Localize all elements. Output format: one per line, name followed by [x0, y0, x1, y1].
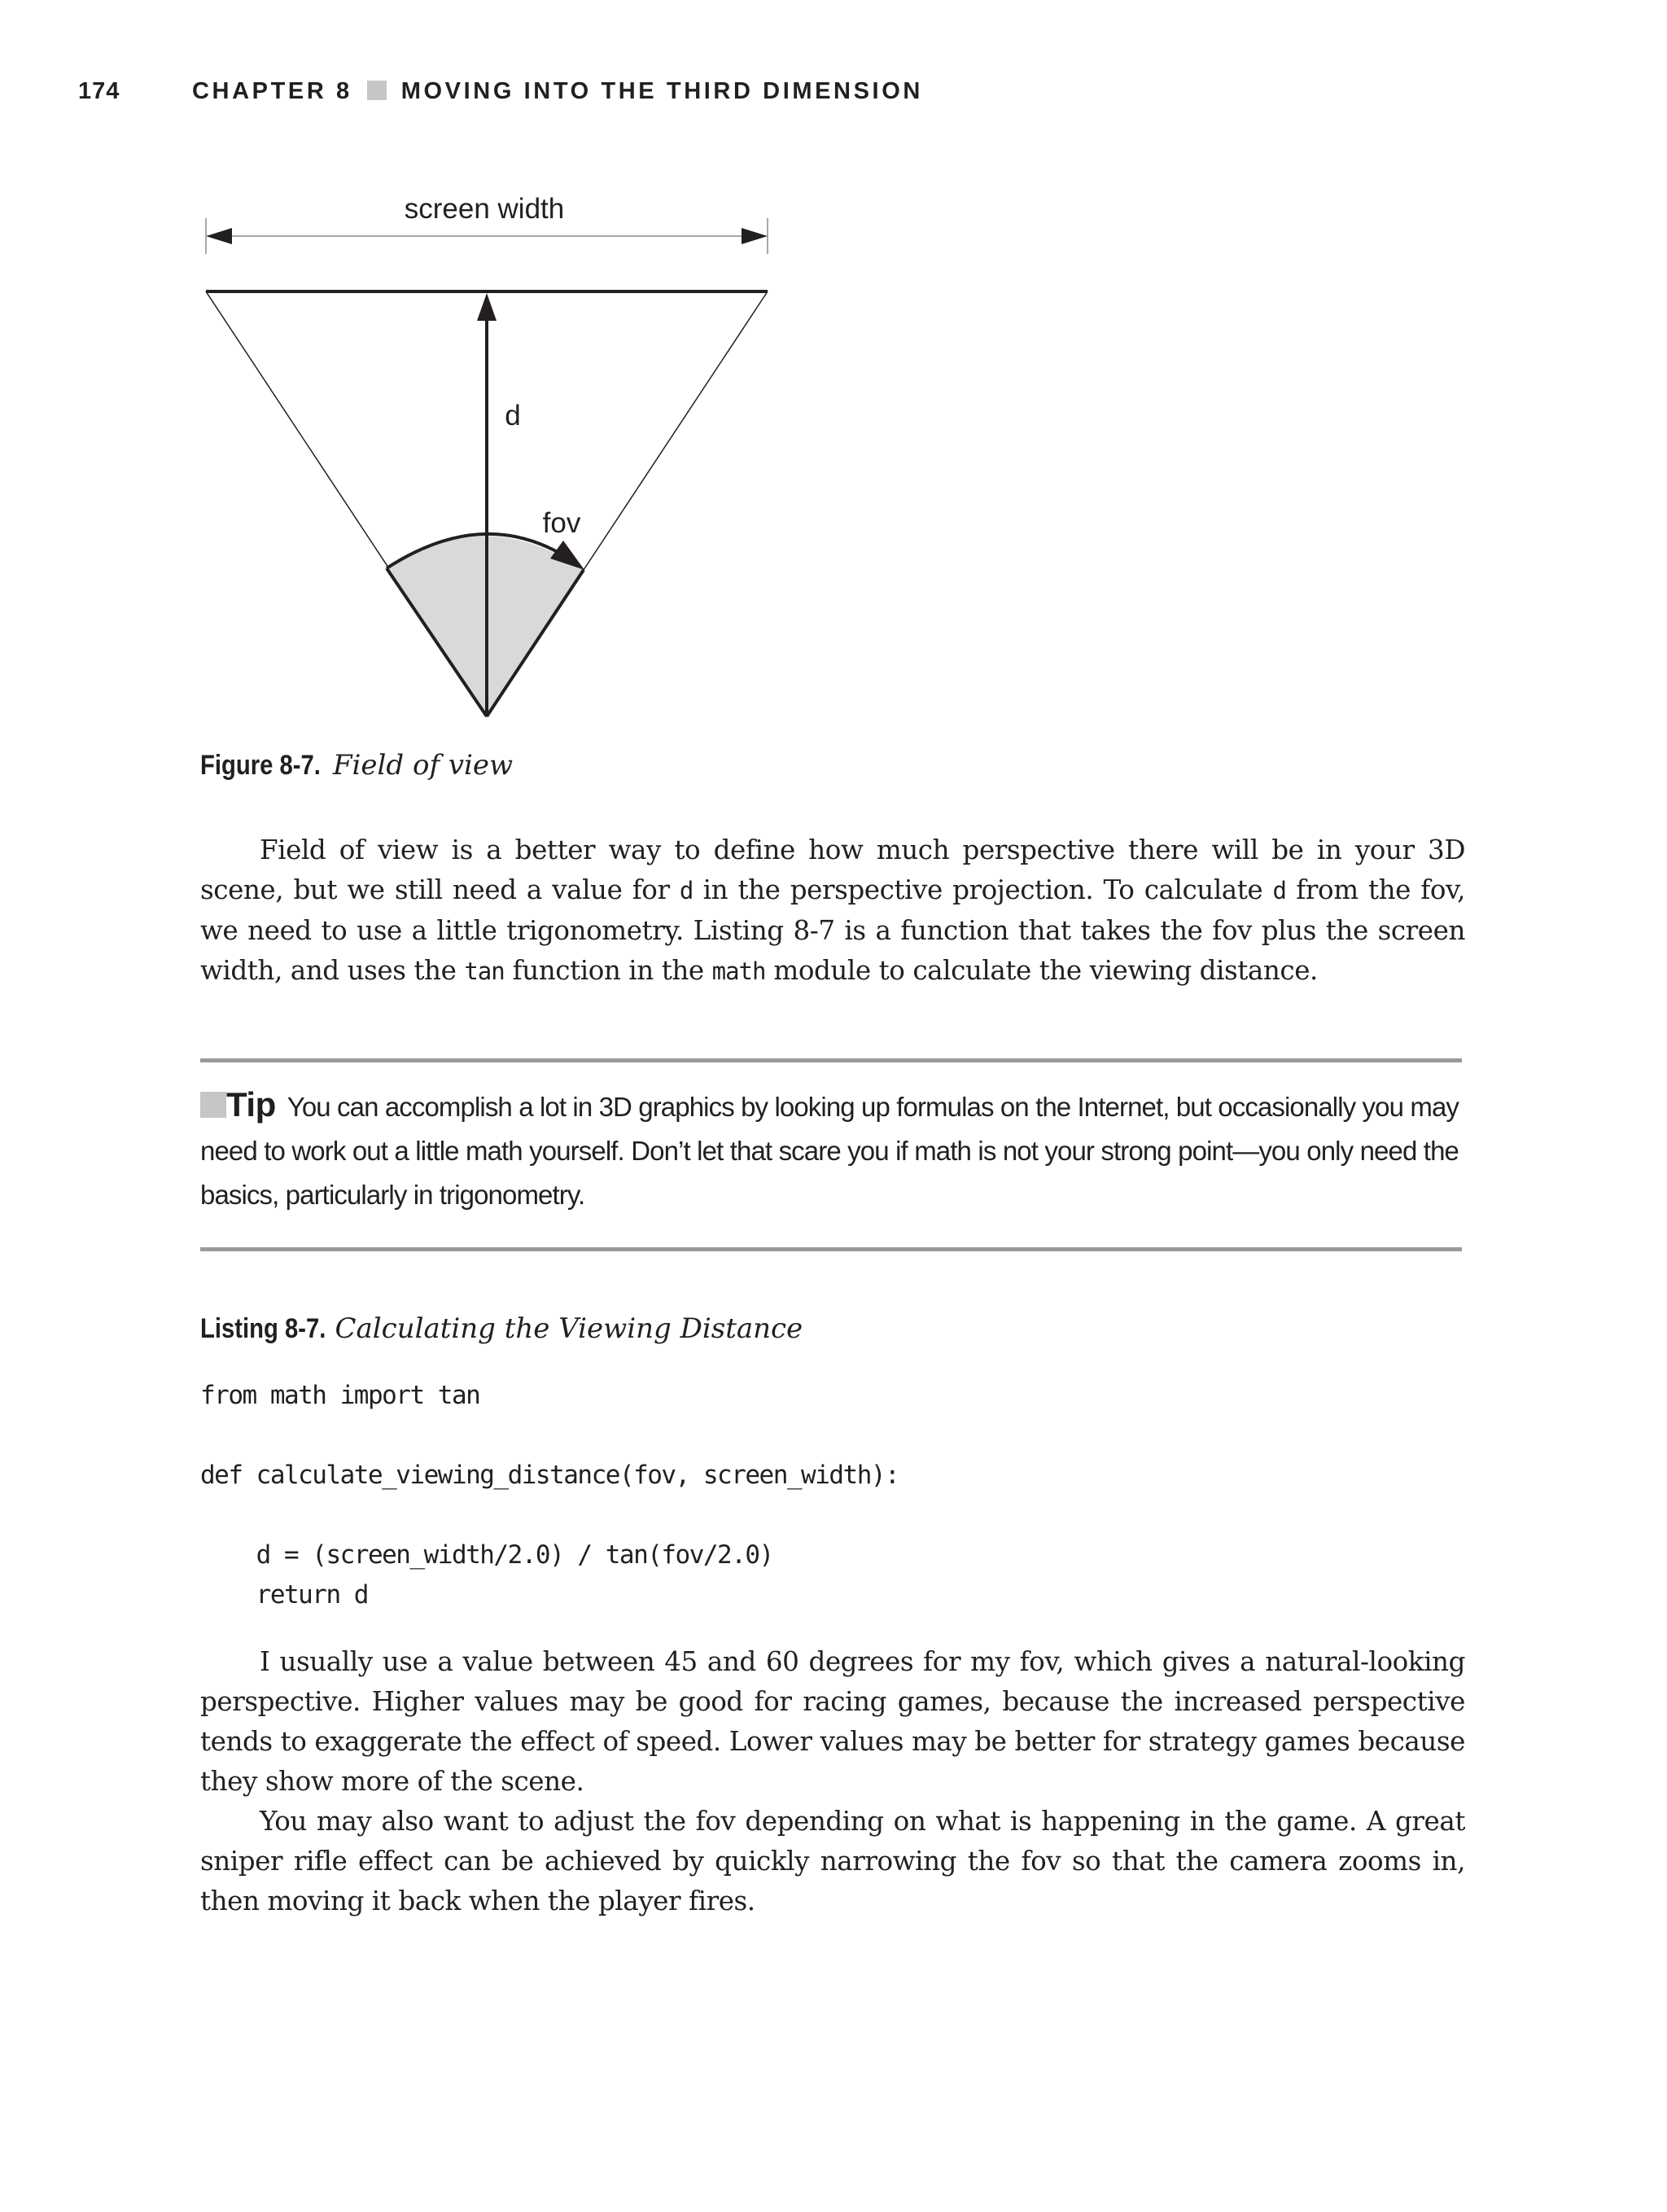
running-header — [78, 75, 923, 107]
inline-code-tan: tan — [464, 957, 505, 985]
page-number: 174 — [78, 77, 120, 104]
figure-caption — [200, 747, 513, 782]
right-arrowhead-icon — [742, 228, 768, 244]
distance-arrowhead-icon — [477, 293, 497, 321]
listing-caption-label: Listing 8-7. — [200, 1313, 326, 1344]
inline-code-d: d — [1272, 877, 1287, 905]
body-paragraph-1: Field of view is a better way to define how much perspective there will be in your 3D scene, but we still need a value for d in the perspective projection. To calculate d from the fov, we need to use a little trigonometry. Listing 8-7 is a function that takes the fov plus the screen width, and uses the tan function in the math module to calculate the viewing distance. — [200, 834, 1465, 986]
code-listing: from math import tan def calculate_viewing_distance(fov, screen_width): d = (screen_width/2.0) / tan(fov/2.0) return d — [200, 1381, 899, 1610]
tip-square-icon — [200, 1092, 226, 1118]
tip-top-rule — [200, 1058, 1462, 1062]
tip-text: You can accomplish a lot in 3D graphics by looking up formulas on the Internet, but occasionally you may need to work out a little math yourself. Don’t let that scare you if math is not your strong point—you only need the basics, particularly in trigonometry. — [200, 1092, 1459, 1210]
tip-box — [200, 1083, 1459, 1217]
inline-code-math: math — [711, 957, 766, 985]
figure-caption-title: Field of view — [332, 749, 514, 782]
field-of-view-diagram — [187, 187, 790, 757]
body-paragraph-3: You may also want to adjust the fov depending on what is happening in the game. A great sniper rifle effect can be achieved by quickly narrowing the fov so that the camera zooms in, then moving it back when the player fires. — [200, 1806, 1465, 1916]
d-label: d — [505, 400, 521, 431]
listing-caption-title: Calculating the Viewing Distance — [335, 1312, 803, 1345]
figure-caption-label: Figure 8-7. — [200, 750, 321, 781]
fov-label: fov — [542, 507, 581, 539]
body-paragraph-2: I usually use a value between 45 and 60 degrees for my fov, which gives a natural-looking perspective. Higher values may be good for racing games, because the increased perspective tends to exaggerate the effect of speed. Lower values may be better for strategy games because they show more of the scene. — [200, 1646, 1465, 1797]
listing-caption — [200, 1312, 803, 1345]
body-paragraphs-2-3 — [200, 1642, 1465, 1921]
chapter-title: MOVING INTO THE THIRD DIMENSION — [400, 77, 923, 104]
left-arrowhead-icon — [206, 228, 232, 244]
chapter-label: CHAPTER 8 — [192, 77, 352, 104]
screen-width-label: screen width — [404, 193, 565, 225]
chapter-heading — [192, 78, 923, 105]
tip-label: Tip — [226, 1085, 276, 1124]
separator-square-icon — [367, 81, 387, 100]
inline-code-d: d — [679, 877, 693, 905]
tip-bottom-rule — [200, 1247, 1462, 1251]
